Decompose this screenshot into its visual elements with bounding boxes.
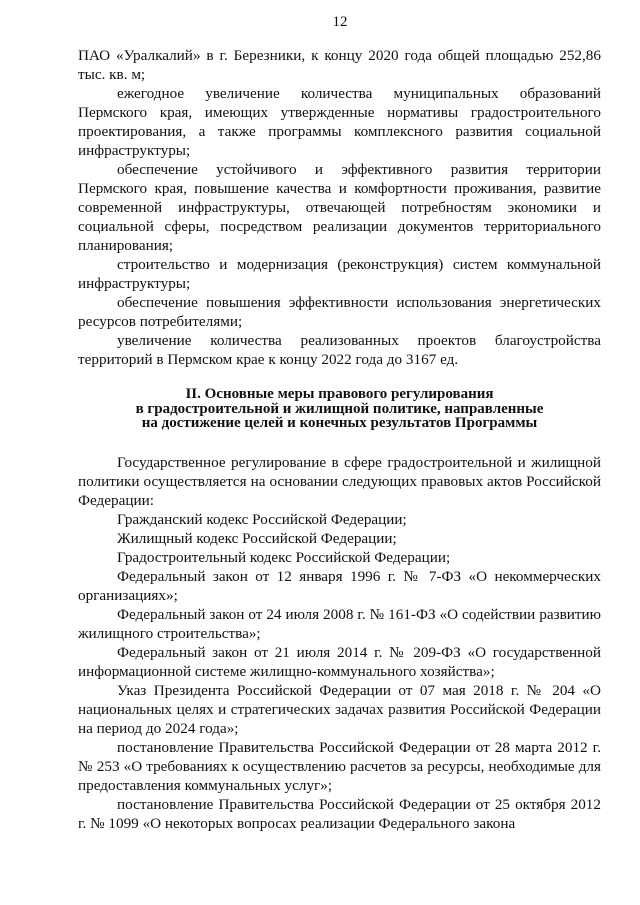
list-item: Федеральный закон от 21 июля 2014 г. № 209-ФЗ «О государственной информационной системе жилищно-коммунального хозяйства»; [78, 643, 601, 680]
list-item: постановление Правительства Российской Федерации от 28 марта 2012 г. № 253 «О требованиях к осуществлению расчетов за ресурсы, необходимые для предоставления коммунальных услуг»; [78, 738, 601, 794]
page-body [78, 46, 601, 833]
section-heading-line: на достижение целей и конечных результатов Программы [141, 415, 538, 431]
section-heading-line: в градостроительной и жилищной политике, направленные [135, 400, 544, 417]
paragraph: ПАО «Уралкалий» в г. Березники, к концу 2020 года общей площадью 252,86 тыс. кв. м; [78, 47, 601, 83]
paragraph: обеспечение устойчивого и эффективного развития территории Пермского края, повышение качества и комфортности проживания, развитие современной инфраструктуры, отвечающей потребностям экономики и социальной сферы, посредством реализации документов территориального планирования; [78, 161, 601, 254]
page-number: 12 [332, 14, 348, 30]
spacer [78, 431, 601, 453]
paragraph: обеспечение повышения эффективности использования энергетических ресурсов потребителями; [78, 294, 601, 330]
list-item: Федеральный закон от 24 июля 2008 г. № 161-ФЗ «О содействии развитию жилищного строительства»; [78, 605, 601, 642]
spacer [78, 369, 601, 387]
paragraph: увеличение количества реализованных проектов благоустройства территорий в Пермском крае к концу 2022 года до 3167 ед. [78, 332, 601, 368]
list-item: Градостроительный кодекс Российской Федерации; [117, 548, 451, 566]
list-item: Жилищный кодекс Российской Федерации; [117, 529, 397, 547]
list-item: Гражданский кодекс Российской Федерации; [117, 510, 407, 528]
paragraph: строительство и модернизация (реконструкция) систем коммунальной инфраструктуры; [78, 256, 601, 292]
list-item: Федеральный закон от 12 января 1996 г. № 7-ФЗ «О некоммерческих организациях»; [78, 567, 601, 604]
section-heading [78, 387, 601, 431]
paragraph: Государственное регулирование в сфере градостроительной и жилищной политики осуществляется на основании следующих правовых актов Российской Федерации: [78, 453, 601, 509]
section-heading-line: II. Основные меры правового регулирования [185, 386, 494, 402]
list-item: Указ Президента Российской Федерации от 07 мая 2018 г. № 204 «О национальных целях и стратегических задачах развития Российской Федерации на период до 2024 года»; [78, 681, 601, 737]
list-item: постановление Правительства Российской Федерации от 25 октября 2012 г. № 1099 «О некоторых вопросах реализации Федерального закона [78, 795, 601, 832]
paragraph: ежегодное увеличение количества муниципальных образований Пермского края, имеющих утвержденные нормативы градостроительного проектирования, а также программы комплексного развития социальной инфраструктуры; [78, 85, 601, 159]
